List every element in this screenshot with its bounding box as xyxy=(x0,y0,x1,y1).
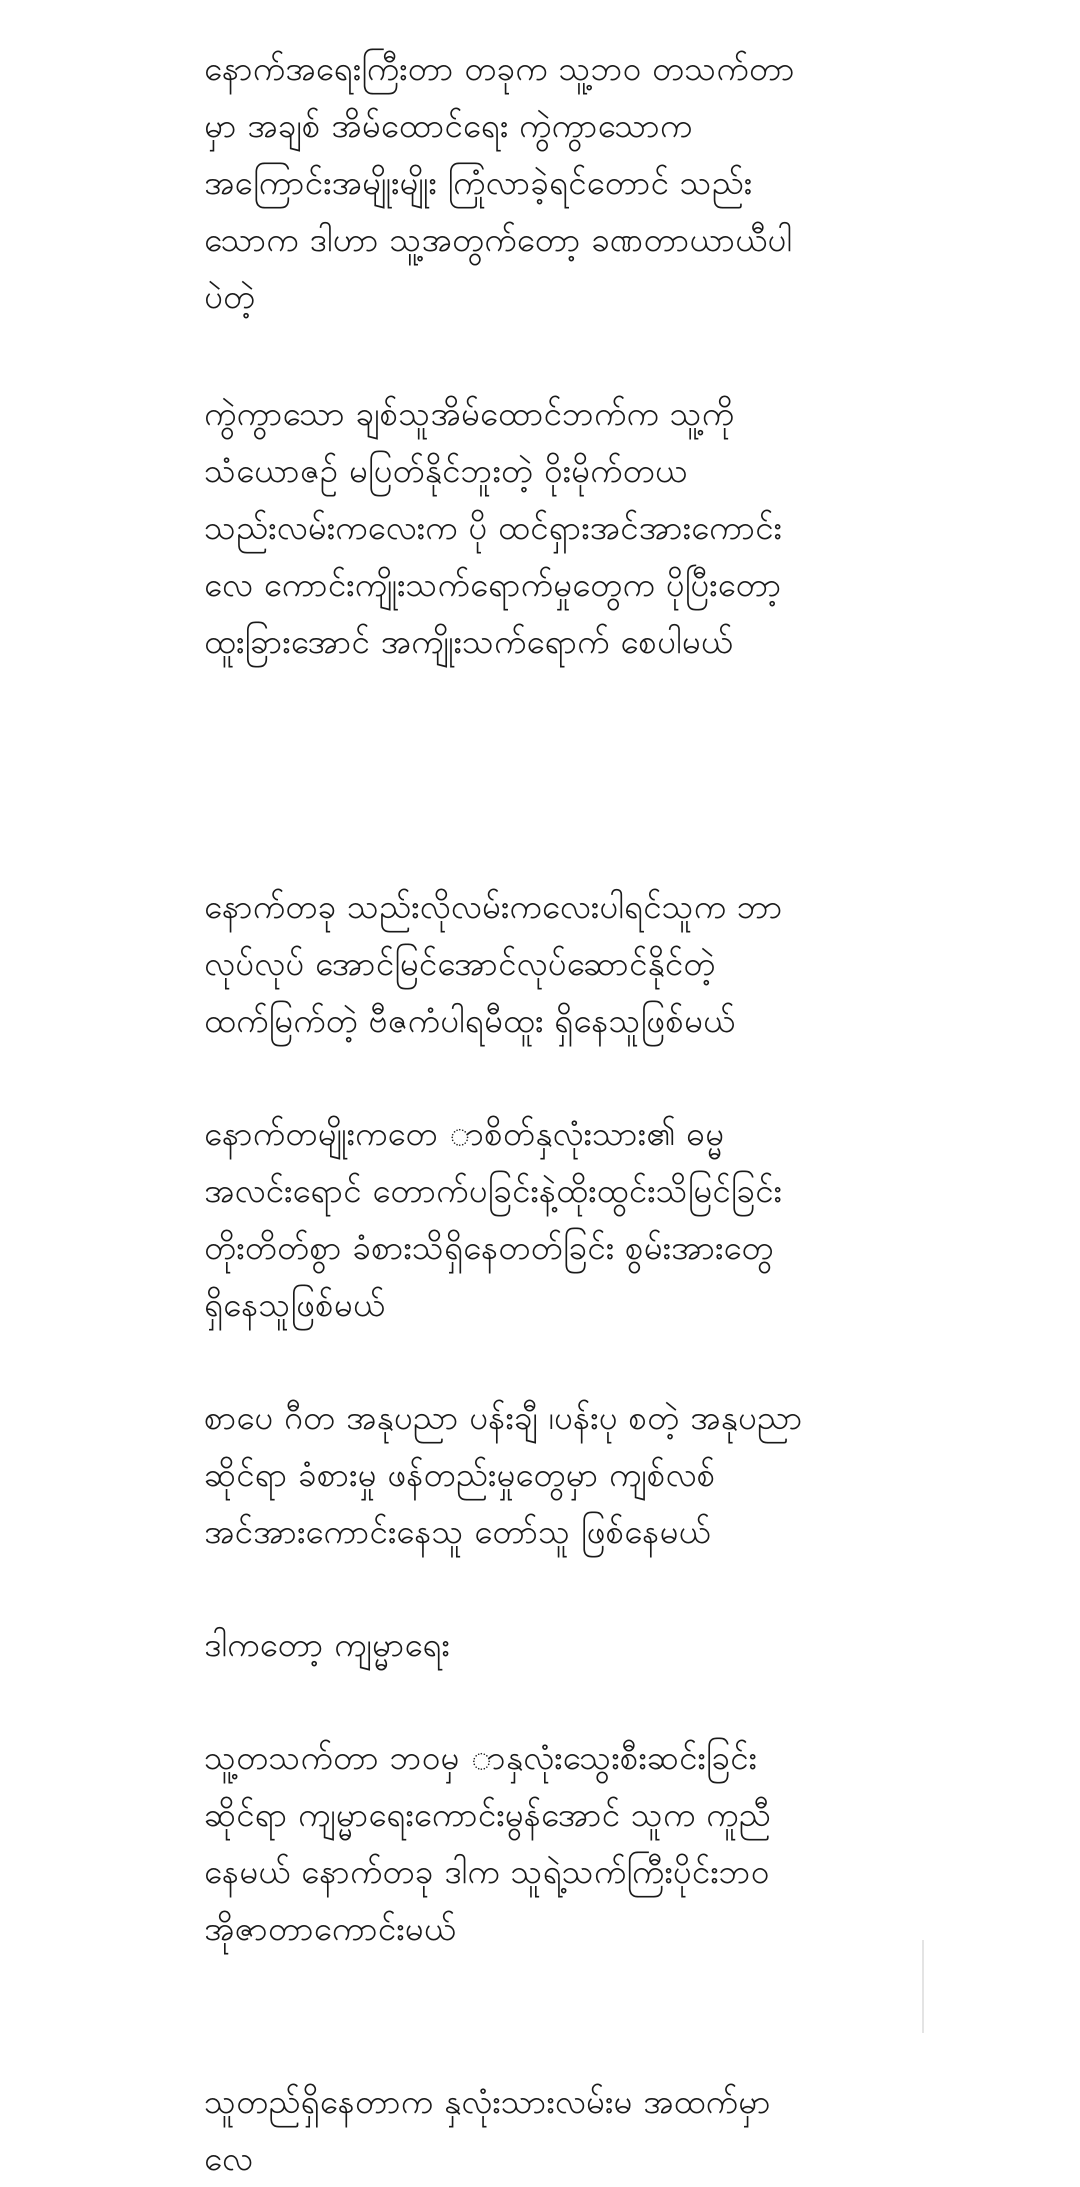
text-line: သူ့တသက်တာ ဘဝမှ ာနှလုံးသွေးစီးဆင်းခြင်း xyxy=(204,1738,758,1777)
text-line: စာပေ ဂီတ အနုပညာ ပန်းချီ ၊ပန်းပု စတဲ့ အနုပညာ xyxy=(204,1398,803,1437)
text-line: သောက ဒါဟာ သူ့အတွက်တော့ ခဏတာယာယီပါ xyxy=(204,220,793,259)
paragraph-5 xyxy=(204,1389,904,1560)
text-line: လေ xyxy=(204,2139,254,2178)
paragraph-7 xyxy=(204,1729,904,1957)
paragraph-3 xyxy=(204,878,904,1049)
text-line: ထက်မြက်တဲ့ ဗီဇကံပါရမီထူး ရှိနေသူဖြစ်မယ် xyxy=(204,1001,736,1040)
text-line: တိုးတိတ်စွာ ခံစားသိရှိနေတတ်ခြင်း စွမ်းအားတွေ xyxy=(204,1228,774,1267)
paragraph-4 xyxy=(204,1105,904,1333)
text-line: နောက်အရေးကြီးတာ တခုက သူ့ဘဝ တသက်တာ xyxy=(204,49,795,88)
text-line: နောက်တခု သည်းလိုလမ်းကလေးပါရင်သူက ဘာ xyxy=(204,887,783,926)
text-line: နောက်တမျိုးကတေ ာစိတ်နှလုံးသား၏ ဓမ္မ xyxy=(204,1114,725,1153)
paragraph-8 xyxy=(204,2073,904,2187)
document-body xyxy=(204,40,904,2187)
paragraph-2 xyxy=(204,385,904,670)
text-line: သည်းလမ်းကလေးက ပို ထင်ရှားအင်အားကောင်း xyxy=(204,508,782,547)
divider xyxy=(922,1940,924,2033)
text-line: ဆိုင်ရာ ခံစားမှု ဖန်တည်းမှုတွေမှာ ကျစ်လစ် xyxy=(204,1455,716,1494)
paragraph-1 xyxy=(204,40,904,325)
text-line: အင်အားကောင်းနေသူ တော်သူ ဖြစ်နေမယ် xyxy=(204,1512,711,1551)
text-line: အကြောင်းအမျိုးမျိုး ကြုံလာခဲ့ရင်တောင် သည်း xyxy=(204,163,753,202)
text-line: လုပ်လုပ် အောင်မြင်အောင်လုပ်ဆောင်နိုင်တဲ့ xyxy=(204,944,716,983)
text-line: နေမယ် နောက်တခု ဒါက သူရဲ့သက်ကြီးပိုင်းဘဝ xyxy=(204,1852,770,1891)
text-line: လေ ကောင်းကျိုးသက်ရောက်မှုတွေက ပိုပြီးတော့ xyxy=(204,565,782,604)
text-line: ပဲတဲ့ xyxy=(204,277,256,316)
text-line: ရှိနေသူဖြစ်မယ် xyxy=(204,1285,386,1324)
text-line: ဆိုင်ရာ ကျမ္မာရေးကောင်းမွန်အောင် သူက ကူညီ xyxy=(204,1795,771,1834)
text-line: အလင်းရောင် တောက်ပခြင်းနဲ့ထိုးထွင်းသိမြင်ခြင်း xyxy=(204,1171,783,1210)
text-line: အိုဇာတာကောင်းမယ် xyxy=(204,1909,456,1948)
text-line: မှာ အချစ် အိမ်ထောင်ရေး ကွဲကွာသောက xyxy=(204,106,693,145)
text-line: သံယောဇဉ် မပြတ်နိုင်ဘူးတဲ့ ဝိုးမိုက်တယ xyxy=(204,451,688,490)
text-line: ဒါကတော့ ကျမ္မာရေး xyxy=(204,1625,450,1664)
paragraph-6 xyxy=(204,1616,904,1673)
text-line: ထူးခြားအောင် အကျိုးသက်ရောက် စေပါမယ် xyxy=(204,622,734,661)
text-line: ကွဲကွာသော ချစ်သူအိမ်ထောင်ဘက်က သူ့ကို xyxy=(204,394,735,433)
text-line: သူတည်ရှိနေတာက နှလုံးသားလမ်းမ အထက်မှာ xyxy=(204,2082,771,2121)
